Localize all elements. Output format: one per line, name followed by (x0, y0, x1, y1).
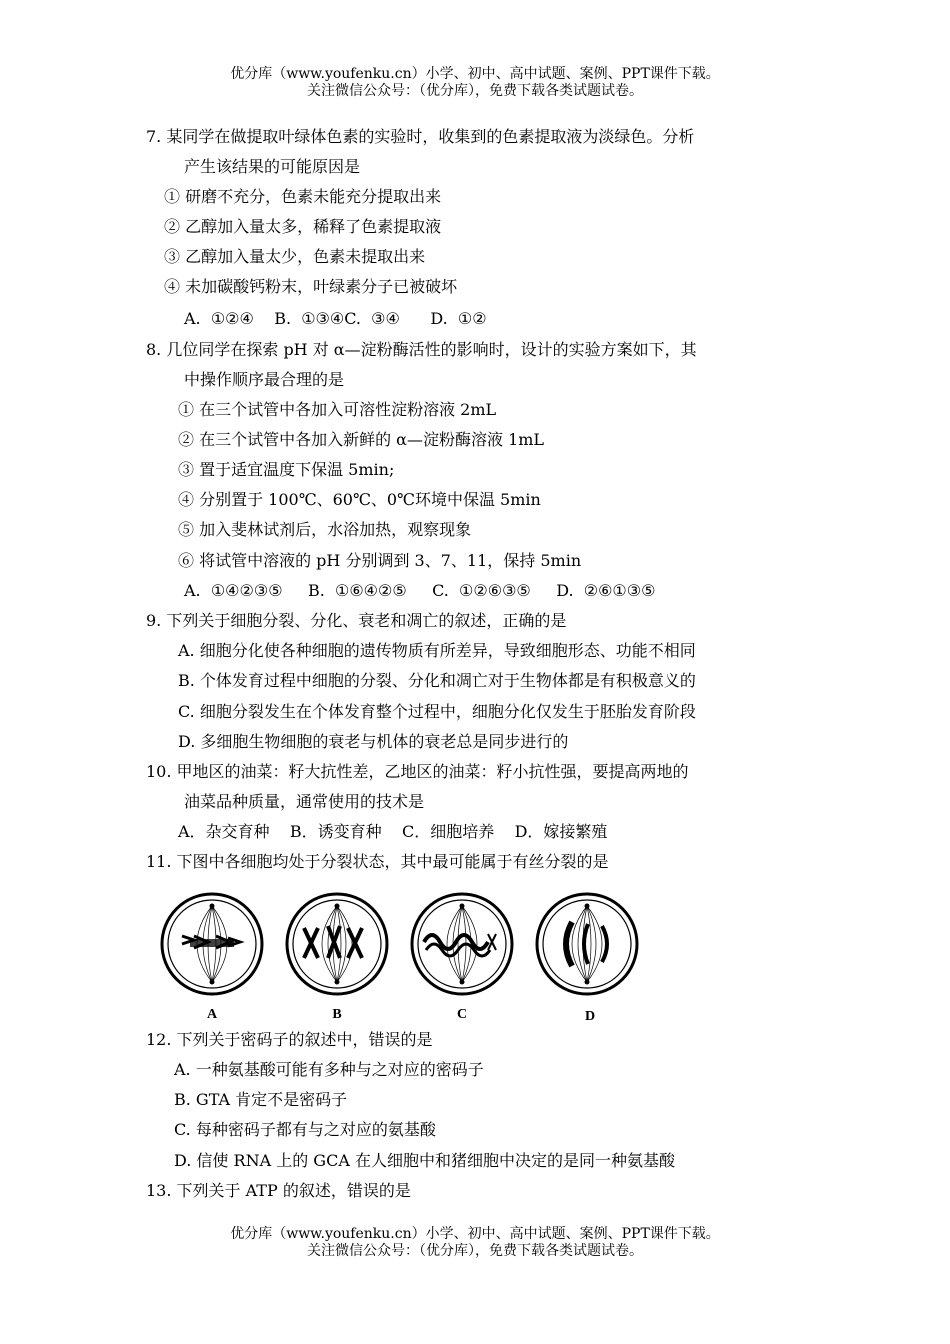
q7-item-2: ② 乙醇加入量太多，稀释了色素提取液 (164, 217, 442, 236)
cell-label-d: D (584, 1009, 596, 1024)
q10-stem-line-2: 油菜品种质量，通常使用的技术是 (184, 792, 425, 811)
q7-stem-line-2: 产生该结果的可能原因是 (184, 157, 361, 176)
footer-line-1: 优分库（www.youfenku.cn）小学、初中、高中试题、案例、PPT课件下载。 (230, 1226, 720, 1242)
q12-option-b: B. GTA 肯定不是密码子 (174, 1090, 348, 1109)
cell-label-a: A (206, 1007, 218, 1022)
q12-option-a: A. 一种氨基酸可能有多种与之对应的密码子 (174, 1060, 484, 1079)
q7-item-1: ① 研磨不充分，色素未能充分提取出来 (164, 187, 442, 206)
cell-b-diagram (287, 894, 387, 994)
cell-a-diagram (162, 894, 262, 994)
cell-d-diagram (537, 894, 637, 994)
q7-item-4: ④ 未加碳酸钙粉末，叶绿素分子已被破坏 (164, 277, 458, 296)
cell-division-figure (152, 884, 652, 1024)
q8-item-2: ② 在三个试管中各加入新鲜的 α—淀粉酶溶液 1mL (178, 430, 545, 449)
q7-stem-line-1: 7. 某同学在做提取叶绿体色素的实验时，收集到的色素提取液为淡绿色。分析 (146, 127, 695, 146)
q7-options: A. ①②④ B. ①③④C. ③④ D. ①② (184, 309, 487, 328)
q12-stem: 12. 下列关于密码子的叙述中，错误的是 (146, 1030, 433, 1049)
q12-option-c: C. 每种密码子都有与之对应的氨基酸 (174, 1120, 436, 1139)
q8-item-6: ⑥ 将试管中溶液的 pH 分别调到 3、7、11，保持 5min (178, 551, 582, 570)
page-footer (0, 1226, 950, 1260)
q8-item-3: ③ 置于适宜温度下保温 5min; (178, 460, 395, 479)
footer-line-2: 关注微信公众号：（优分库），免费下载各类试题试卷。 (307, 1243, 643, 1259)
q9-option-c: C. 细胞分裂发生在个体发育整个过程中，细胞分化仅发生于胚胎发育阶段 (178, 702, 696, 721)
cell-label-c: C (456, 1007, 468, 1022)
q8-stem-line-2: 中操作顺序最合理的是 (184, 370, 345, 389)
q13-stem: 13. 下列关于 ATP 的叙述，错误的是 (146, 1181, 411, 1200)
q8-stem-line-1: 8. 几位同学在探索 pH 对 α—淀粉酶活性的影响时，设计的实验方案如下，其 (146, 340, 697, 359)
q7-item-3: ③ 乙醇加入量太少，色素未提取出来 (164, 247, 426, 266)
q12-option-d: D. 信使 RNA 上的 GCA 在人细胞中和猪细胞中决定的是同一种氨基酸 (174, 1151, 675, 1170)
page-header (0, 66, 950, 100)
q8-item-5: ⑤ 加入斐林试剂后，水浴加热，观察现象 (178, 520, 472, 539)
q8-item-1: ① 在三个试管中各加入可溶性淀粉溶液 2mL (178, 400, 497, 419)
q8-options: A. ①④②③⑤ B. ①⑥④②⑤ C. ①②⑥③⑤ D. ②⑥①③⑤ (184, 581, 656, 600)
q10-stem-line-1: 10. 甲地区的油菜：籽大抗性差，乙地区的油菜：籽小抗性强，要提高两地的 (146, 762, 689, 781)
cell-c-diagram (412, 894, 512, 994)
header-line-2: 关注微信公众号：（优分库），免费下载各类试题试卷。 (307, 83, 643, 99)
header-line-1: 优分库（www.youfenku.cn）小学、初中、高中试题、案例、PPT课件下载。 (230, 66, 720, 82)
q10-options: A．杂交育种 B．诱变育种 C．细胞培养 D．嫁接繁殖 (178, 822, 608, 841)
q8-item-4: ④ 分别置于 100℃、60℃、0℃环境中保温 5min (178, 490, 541, 509)
cell-label-b: B (332, 1007, 342, 1022)
q9-option-b: B. 个体发育过程中细胞的分裂、分化和凋亡对于生物体都是有积极意义的 (178, 671, 696, 690)
q9-option-a: A. 细胞分化使各种细胞的遗传物质有所差异，导致细胞形态、功能不相同 (178, 641, 696, 660)
q11-stem: 11. 下图中各细胞均处于分裂状态，其中最可能属于有丝分裂的是 (146, 852, 609, 871)
q9-option-d: D. 多细胞生物细胞的衰老与机体的衰老总是同步进行的 (178, 732, 569, 751)
q9-stem: 9. 下列关于细胞分裂、分化、衰老和凋亡的叙述，正确的是 (146, 611, 567, 630)
